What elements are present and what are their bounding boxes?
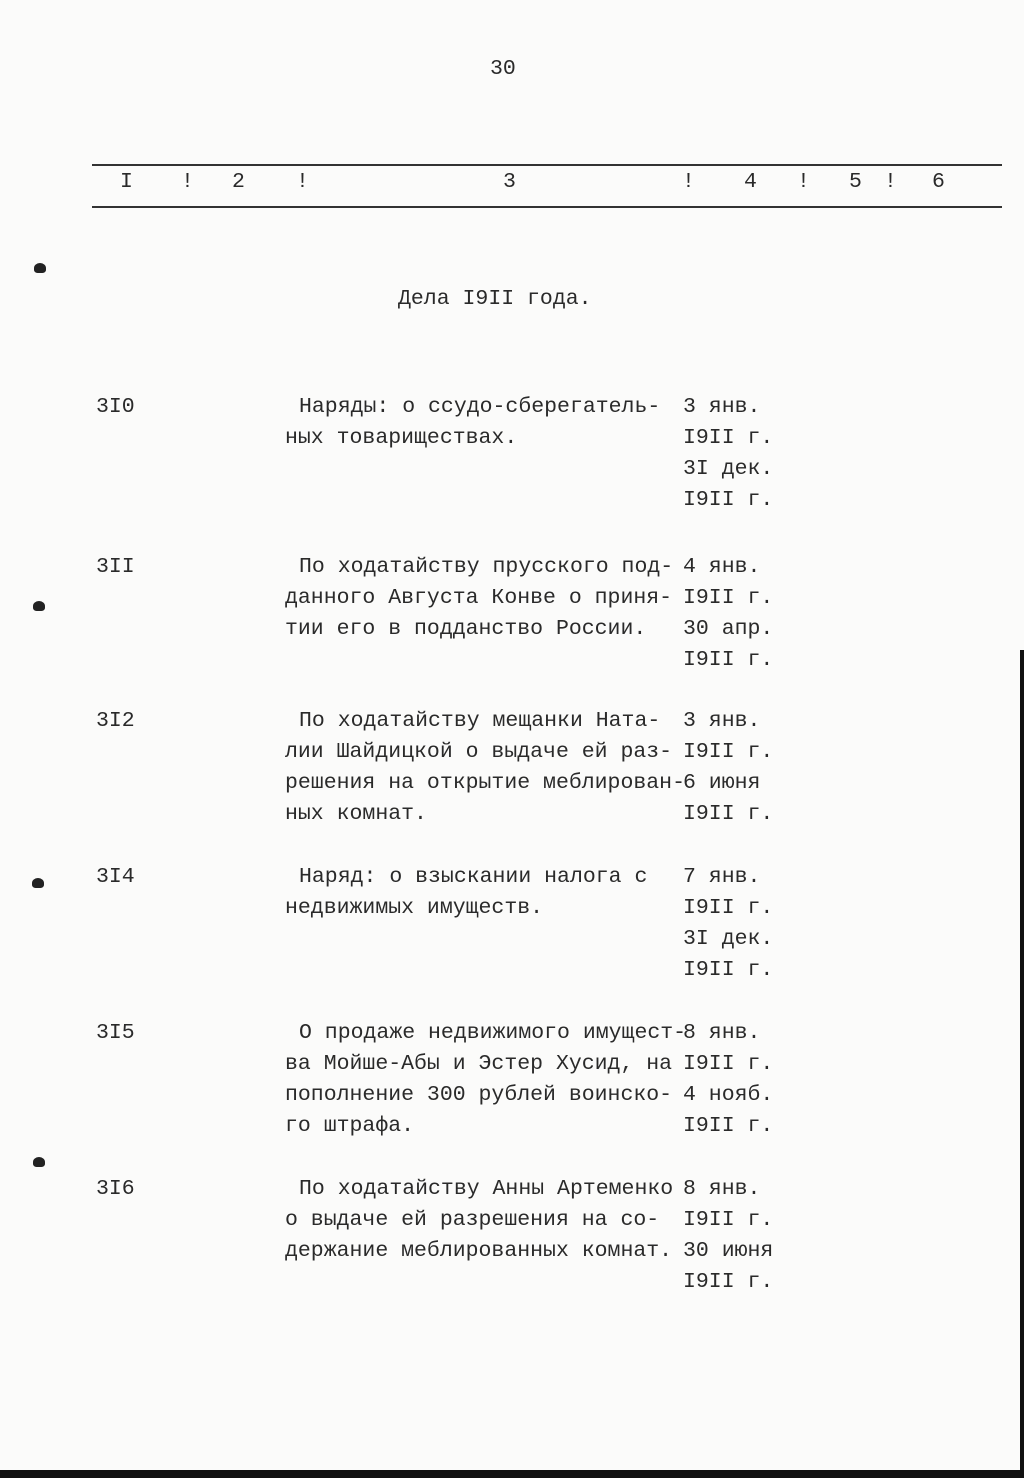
entry-dates xyxy=(683,862,773,986)
entry-number: 3I5 xyxy=(96,1021,135,1045)
entry-title xyxy=(285,1174,673,1267)
entry-date-line: 7 янв. xyxy=(683,865,761,889)
column-separator: ! xyxy=(682,170,695,194)
entry-date-line: 4 нояб. xyxy=(683,1083,774,1107)
entry-title-line: ва Мойше-Абы и Эстер Хусид, на xyxy=(285,1052,673,1076)
entry-dates xyxy=(683,1018,773,1142)
entry-date-line: I9II г. xyxy=(683,648,774,672)
entry-date-line: I9II г. xyxy=(683,958,774,982)
entry-number: 3II xyxy=(96,555,135,579)
page-number: 30 xyxy=(490,57,516,81)
entry-number: 3I4 xyxy=(96,865,135,889)
entry-date-line: I9II г. xyxy=(683,488,774,512)
column-header: I xyxy=(120,170,133,194)
entry-date-line: I9II г. xyxy=(683,896,774,920)
entry-date-line: 3I дек. xyxy=(683,457,774,481)
entry-title-line: По ходатайству мещанки Ната- xyxy=(299,709,661,733)
entry-title-line: ных комнат. xyxy=(285,802,427,826)
entry-date-line: 8 янв. xyxy=(683,1177,761,1201)
entry-title-line: По ходатайству Анны Артеменко xyxy=(299,1177,674,1201)
punch-hole-mark xyxy=(33,601,45,611)
entry-title-line: го штрафа. xyxy=(285,1114,415,1138)
entry-title xyxy=(285,392,660,454)
punch-hole-mark xyxy=(34,263,46,273)
entry-title xyxy=(285,706,685,830)
entry-date-line: I9II г. xyxy=(683,802,774,826)
entry-title-line: Наряды: о ссудо-сберегатель- xyxy=(299,395,661,419)
entry-title-line: тии его в подданство России. xyxy=(285,617,647,641)
column-header: 6 xyxy=(932,170,945,194)
entry-number: 3I0 xyxy=(96,395,135,419)
header-top-rule xyxy=(92,164,1002,166)
column-separator: ! xyxy=(797,170,810,194)
entry-date-line: I9II г. xyxy=(683,1208,774,1232)
entry-dates xyxy=(683,552,773,676)
entry-dates xyxy=(683,1174,773,1298)
entry-title-line: пополнение 300 рублей воинско- xyxy=(285,1083,673,1107)
entry-number: 3I2 xyxy=(96,709,135,733)
column-header: 3 xyxy=(503,170,516,194)
entry-date-line: 30 июня xyxy=(683,1239,774,1263)
entry-title-line: данного Августа Конве о приня- xyxy=(285,586,673,610)
entry-title-line: недвижимых имуществ. xyxy=(285,896,544,920)
entry-date-line: I9II г. xyxy=(683,740,774,764)
entry-date-line: I9II г. xyxy=(683,1114,774,1138)
punch-hole-mark xyxy=(33,1157,45,1167)
entry-dates xyxy=(683,392,773,516)
entry-title-line: Наряд: о взыскании налога с xyxy=(299,865,648,889)
entry-dates xyxy=(683,706,773,830)
entry-title-line: По ходатайству прусского под- xyxy=(299,555,674,579)
entry-date-line: I9II г. xyxy=(683,426,774,450)
entry-title-line: решения на открытие меблирован- xyxy=(285,771,685,795)
column-separator: ! xyxy=(884,170,897,194)
entry-date-line: I9II г. xyxy=(683,1052,774,1076)
punch-hole-mark xyxy=(32,878,44,888)
column-header: 2 xyxy=(232,170,245,194)
entry-title-line: О продаже недвижимого имущест- xyxy=(299,1021,687,1045)
entry-title-line: о выдаче ей разрешения на со- xyxy=(285,1208,660,1232)
column-separator: ! xyxy=(296,170,309,194)
entry-date-line: 3 янв. xyxy=(683,709,761,733)
entry-date-line: 4 янв. xyxy=(683,555,761,579)
entry-date-line: 8 янв. xyxy=(683,1021,761,1045)
entry-date-line: I9II г. xyxy=(683,1270,774,1294)
entry-title-line: держание меблированных комнат. xyxy=(285,1239,673,1263)
entry-title xyxy=(285,1018,686,1142)
entry-date-line: I9II г. xyxy=(683,586,774,610)
entry-title xyxy=(285,552,673,645)
entry-date-line: 3 янв. xyxy=(683,395,761,419)
entry-title-line: ных товариществах. xyxy=(285,426,518,450)
scan-right-edge xyxy=(1020,650,1024,1478)
entry-title xyxy=(285,862,647,924)
column-header: 4 xyxy=(744,170,757,194)
column-separator: ! xyxy=(181,170,194,194)
entry-number: 3I6 xyxy=(96,1177,135,1201)
scan-bottom-edge xyxy=(0,1470,1024,1478)
entry-date-line: 6 июня xyxy=(683,771,761,795)
column-header: 5 xyxy=(849,170,862,194)
header-bottom-rule xyxy=(92,206,1002,208)
entry-title-line: лии Шайдицкой о выдаче ей раз- xyxy=(285,740,673,764)
entry-date-line: 3I дек. xyxy=(683,927,774,951)
section-title: Дела I9II года. xyxy=(398,287,592,311)
entry-date-line: 30 апр. xyxy=(683,617,774,641)
